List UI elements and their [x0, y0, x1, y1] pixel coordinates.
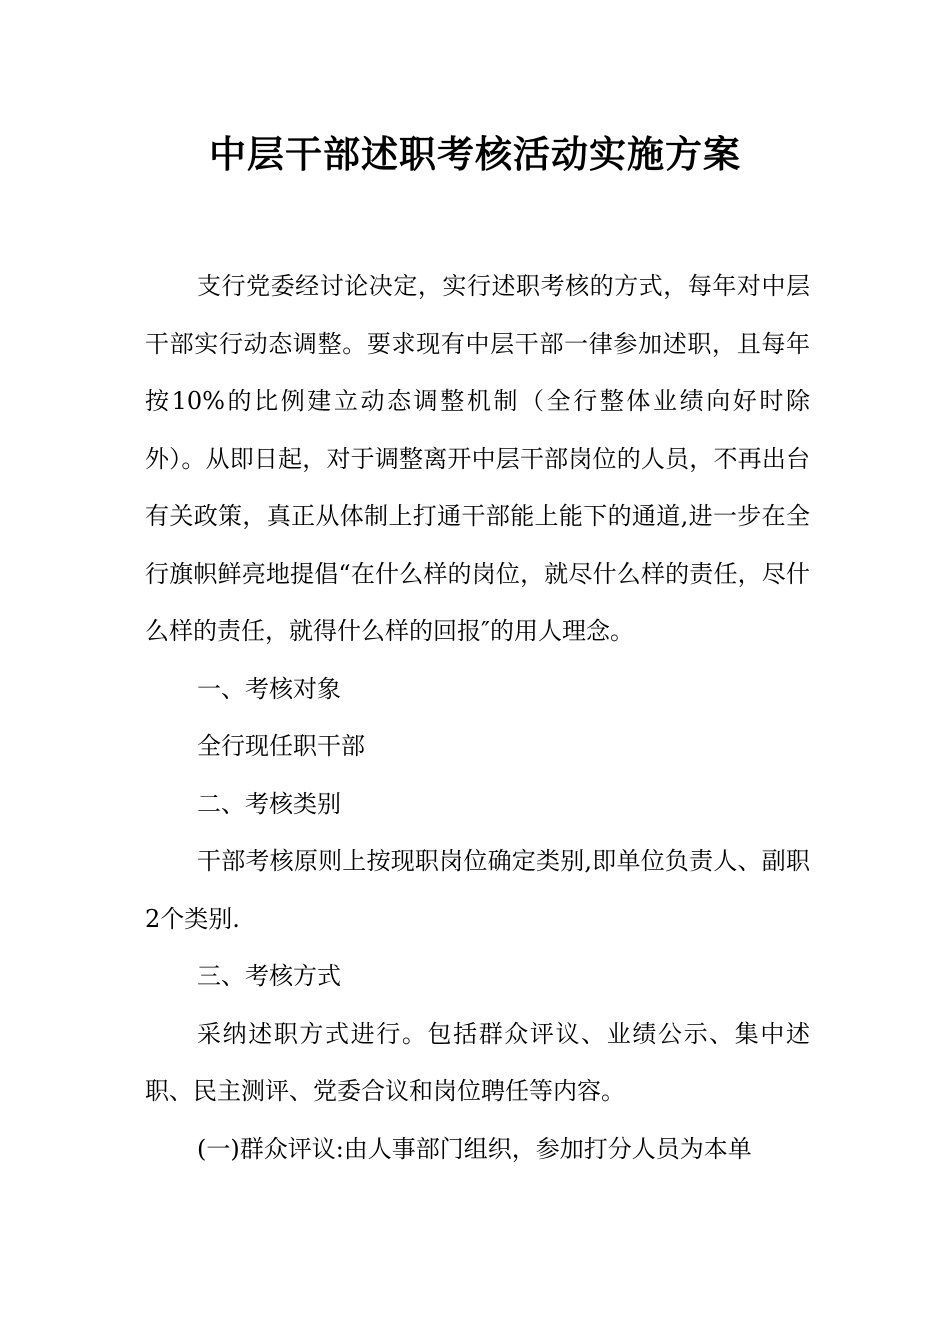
- paragraph-section-2: 干部考核原则上按现职岗位确定类别,即单位负责人、副职2个类别.: [145, 847, 810, 933]
- paragraph-section-3: 采纳述职方式进行。包括群众评议、业绩公示、集中述职、民主测评、党委合议和岗位聘任等内容。: [145, 1019, 810, 1105]
- section-heading-1: 一、考核对象: [197, 674, 341, 703]
- section-heading-3: 三、考核方式: [197, 962, 341, 990]
- section-heading-2: 二、考核类别: [197, 789, 341, 818]
- document-body: [145, 258, 810, 1178]
- paragraph-subsection-1: (一)群众评议:由人事部门组织，参加打分人员为本单: [197, 1134, 752, 1163]
- paragraph-section-1: 全行现任职干部: [197, 732, 365, 760]
- paragraph-intro: 支行党委经讨论决定，实行述职考核的方式，每年对中层干部实行动态调整。要求现有中层干部一律参加述职，且每年按10%的比例建立动态调整机制（全行整体业绩向好时除外）。从即日起，对于调整离开中层干部岗位的人员，不再出台有关政策，真正从体制上打通干部能上能下的通道,进一步在全行旗帜鲜亮地提倡“在什么样的岗位，就尽什么样的责任，尽什么样的责任，就得什么样的回报″的用人理念。: [145, 272, 810, 645]
- document-title: 中层干部述职考核活动实施方案: [209, 132, 741, 176]
